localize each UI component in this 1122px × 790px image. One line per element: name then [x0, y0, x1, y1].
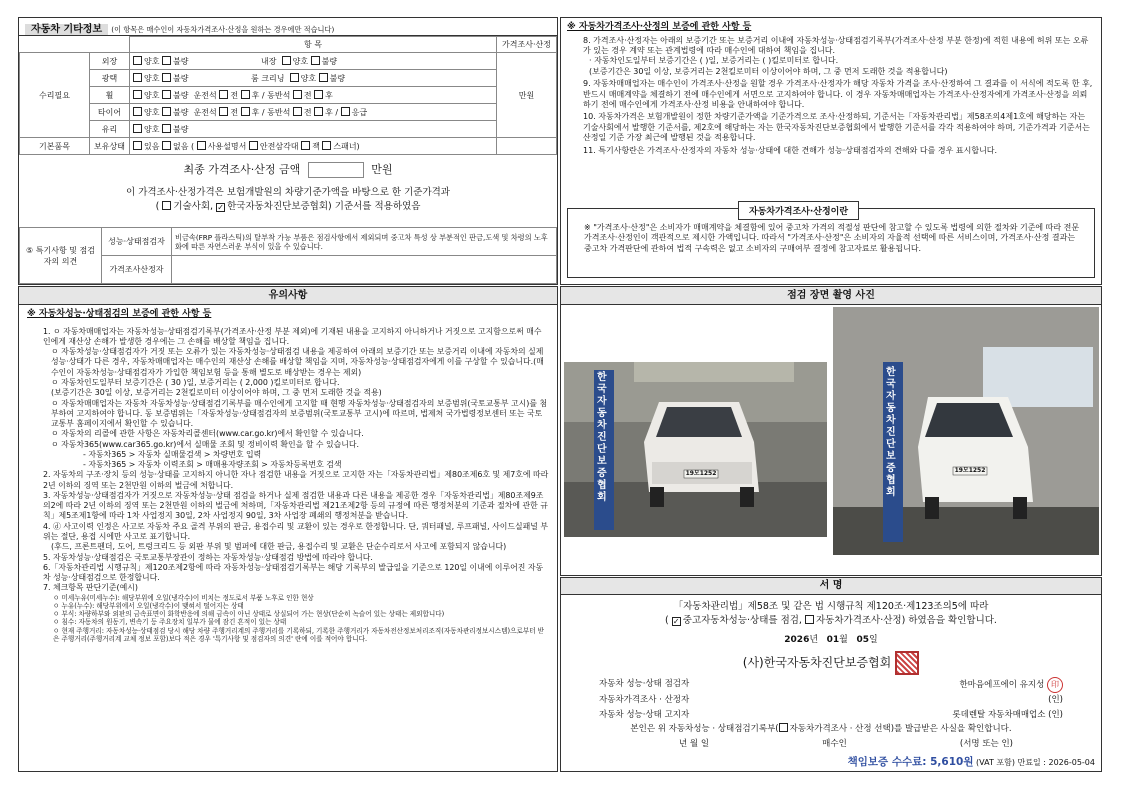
- row-wheel: 휠: [90, 87, 130, 104]
- guarantee-box-title: 자동차가격조사·산정이란: [738, 201, 859, 220]
- row-gloss: 광택: [90, 70, 130, 87]
- photos-section: [560, 286, 1102, 576]
- tire-driver-front-checkbox[interactable]: [219, 107, 228, 116]
- wheel-passenger-rear-checkbox[interactable]: [314, 90, 323, 99]
- special-table: [19, 227, 557, 284]
- glass-good-checkbox[interactable]: [133, 124, 142, 133]
- tire-good-checkbox[interactable]: [133, 107, 142, 116]
- wheel-driver-rear-checkbox[interactable]: [241, 90, 250, 99]
- banner-1: 한국자동차진단보증협회: [597, 372, 607, 503]
- final-price-label: 최종 가격조사·산정 금액: [183, 163, 301, 176]
- spanner-checkbox[interactable]: [322, 141, 331, 150]
- inspector-seal-icon: 印: [1047, 677, 1063, 693]
- row-exterior: 외장: [90, 53, 130, 70]
- jack-checkbox[interactable]: [301, 141, 310, 150]
- inspection-photo-1: [564, 362, 827, 537]
- gloss-bad-checkbox[interactable]: [162, 73, 171, 82]
- etc-header: [19, 18, 557, 36]
- final-price-input[interactable]: [308, 162, 364, 178]
- used-car-check-checkbox[interactable]: ✓: [672, 617, 680, 626]
- guarantee-title: ※ 자동차가격조사·산정의 보증에 관한 사항 등: [567, 22, 752, 32]
- glass-bad-checkbox[interactable]: [162, 124, 171, 133]
- basic-sub: 보유상태: [90, 138, 130, 155]
- exterior-good-checkbox[interactable]: [133, 56, 142, 65]
- sign-law: 「자동차관리법」제58조 및 같은 법 시행규칙 제120조·제123조의5에 따라: [673, 601, 989, 612]
- interior-good-checkbox[interactable]: [282, 56, 291, 65]
- inspection-photo-2: [833, 307, 1099, 555]
- kadga-checkbox[interactable]: ✓: [217, 203, 224, 212]
- tire-spare-checkbox[interactable]: [341, 107, 350, 116]
- tech-society-checkbox[interactable]: [162, 201, 171, 210]
- basic-label: 기본품목: [20, 138, 90, 155]
- wheel-driver-front-checkbox[interactable]: [219, 90, 228, 99]
- interior-bad-checkbox[interactable]: [311, 56, 320, 65]
- caution-body: 1. ㅇ 자동차매매업자는 자동차성능·상태점검기록부(가격조사·산정 부분 제외)에 기재된 내용을 고지하지 아니하거나 거짓으로 고지함으로써 매수인에게 재산상 손해가 발생한 경우에는 그 손해를 배상할 책임을 집니다. ㅇ 자동차성능·상태점검자가 거짓 또는 오류가 있는 자동차성능·상태점검 내용을 제공하여 아래의 보증기간 또는 보증거리 이내에 자동차의 실제 성능·상태가 다른 경우, 자동차매매업자는 매수인의 재산상 손해를 배상할 책임을 지며, 자동차성능·상태점검자에게 이를 구상할 수 있습니다.(매수인이 자동차성능·상태점검자가 가입한 책임보험 등을 통해 별도로 배상받는 경우는 제외) ㅇ 자동차인도일부터 보증기간은 ( 30 )일, 보증거리는 ( 2,000 )킬로미터로 합니다. (보증기간은 30일 이상, 보증거리는 2천킬로미터 이상이어야 하며, 그 중 먼저 도래한 것을 적용) ㅇ 자동차매매업자는 자동차 자동차성능·상태점검기록부를 매수인에게 고지할 때 현행 자동차성능·상태점검자의 보증범위(국토교통부 고시)를 첨부하여 고지하여야 합니다. 동 보증범위는「자동차성능·상태점검자의 보증범위(국토교통부 고시)에 따르며, 법제처 국가법령정보센터 또는 국토교통부 홈페이지에서 확인할 수 있습니다. ㅇ 자동차의 리콜에 관한 사항은 자동차리콜센터(www.car.go.kr)에서 확인할 수 있습니다. ㅇ 자동차365(www.car365.go.kr)에서 실매물 조회 및 정비이력 확인을 할 수 있습니다. - 자동차365 > 자동차 실매물검색 > 차량번호 입력 - 자동차365 > 자동차 이력조회 > 매매용자량조회 > 자동차등록번호 검색 2. 자동차의 구조·장치 등의 성능·상태를 고지하지 아니한 자나 점검한 내용을 거짓으로 고지한 자는「자동차관리법」제80조제6호 및 제7호에 따라 2년 이하의 징역 또는 2천만원 이하의 벌금에 처합니다. 3. 자동차성능·상태점검자가 거짓으로 자동차성능·상태 점검을 하거나 실제 점검한 내용과 다른 내용을 제공한 경우「자동차관리법」제80조제9조의2에 따라 2년 이하의 징역 또는 2천만원 이하의 벌금에 처하며,「자동차관리법 제21조제2항 등의 규정에 따른 행정처분의 기준과 절차에 관한 규칙」제5조제1항에 따라 1차 사업정지 30일, 2차 사업정지 90일, 3차 사업장 폐쇄의 행정처분을 받습니다. 4. ⓓ 사고이력 인정은 사고로 자동차 주요 골격 부위의 판금, 용접수리 및 교환이 있는 경우로 한정합니다. 단, 쿼터패널, 루프패널, 사이드실패널 부위는 절단, 용접 시에만 사고로 표기합니다. (후드, 프론트펜더, 도어, 트렁크리드 등 외판 부위 및 범퍼에 대한 판금, 용접수리 및 교환은 단순수리로서 사고에 포함되지 않습니다) 5. 자동차성능·상태점검은 국토교통부장관이 정하는 자동차성능·상태점검 방법에 따라야 합니다. 6.「자동차관리법 시행규칙」제120조제2항에 따라 자동차성능·상태점검기록부는 해당 기록부의 발급일을 기준으로 120일 이내에 이루어진 자동차 성능·상태점검으로 한정합니다. 7. 체크항목 판단기준(예시) ㅇ 미세누유(미세누수): 해당부위에 오일(냉각수)이 비치는 정도로서 부품 노후로 인한 현상 ㅇ 누유(누수): 해당부위에서 오일(냉각수)이 맺혀서 떨어지는 상태 ㅇ 부식: 차량하부와 외판의 금속표면이 화학반응에 의해 금속이 아닌 상태로 상실되어 가는 현상(단순히 녹슬어 있는 상태는 제외합니다) ㅇ 침수: 자동차의 원동기, 변속기 등 주요장치 일부가 물에 잠긴 흔적이 있는 상태 ㅇ 현재 주행거리: 자동차성능·상태점검 당시 해당 차량 주행거리계의 주행거리를 기록하되, 기록한 주행거리가 자동차전산정보처리조직(자동차관리정보시스템)으로부터 받은 주행거리(주행거리계 교체 정보 포함)보다 적은 경우 '특기사항 및 점검자의 의견' 란에 이를 적어야 합니다.: [43, 326, 549, 643]
- col-item: 항 목: [130, 37, 497, 53]
- special-r1-text: 비금속(FRP 플라스틱)의 탈부착 가능 부품은 점검사항에서 제외되며 중고차 특성 상 부분적인 판금,도색 및 차령의 노후화에 따른 자연스러운 부식이 있을 수 있습니다.: [172, 228, 557, 256]
- special-r1-label: 성능·상태점검자: [102, 228, 172, 256]
- sign-check-line: ( ✓ 중고자동차성능·상태를 점검, 자동차가격조사·산정) 하였음을 확인합니다.: [665, 615, 997, 626]
- special-r2-text[interactable]: [172, 256, 557, 284]
- tire-passenger-rear-checkbox[interactable]: [314, 107, 323, 116]
- col-price: 가격조사·산정: [497, 37, 557, 53]
- wheel-passenger-front-checkbox[interactable]: [293, 90, 302, 99]
- org-stamp: [895, 651, 919, 675]
- row-glass: 유리: [90, 121, 130, 138]
- fee-line: 책임보증 수수료: 5,610원 (VAT 포함) 만료일 : 2026-05-04: [847, 756, 1095, 768]
- manual-checkbox[interactable]: [197, 141, 206, 150]
- guarantee-body: 8. 가격조사·산정자는 아래의 보증기간 또는 보증거리 이내에 자동차성능·상태점검기록부(가격조사·산정 부분 한정)에 적힌 내용에 허위 또는 오류가 있는 경우 계약 또는 관계법령에 따라 매수인에 대하여 책임을 집니다. · 자동차인도일부터 보증기간은 ( )일, 보증거리는 ( )킬로미터로 합니다. (보증기간은 30일 이상, 보증거리는 2천킬로미터 이상이어야 하며, 그 중 먼저 도래한 것을 적용합니다) 9. 자동차매매업자는 매수인이 가격조사·산정을 원할 경우 가격조사·산정자가 해당 자동차 가격을 조사·산정하여 그 결과를 이 서식에 적도록 한 후, 반드시 매매계약을 체결하기 전에 매수인에게 서면으로 고지하여야 합니다. 이 경우 자동차매매업자는 가격조사·산정자에게 가격조사·산정을 의뢰하기 전에 매수인에게 가격조사·산정 비용을 안내하여야 합니다. 10. 자동차가격은 보험개발원이 정한 차량기준가액을 기준가격으로 조사·산정하되, 기준서는「자동차관리법」제58조의4제1호에 해당하는 자는 기술사회에서 발행한 기준서를, 제2호에 해당하는 자는 한국자동차진단보증협회에서 발행한 기준서를 각각 적용하여야 하며, 기준가격과 기준서는 산정일 기준 가장 최근에 발행된 것을 적용합니다. 11. 특기사항란은 가격조사·산정자의 자동차 성능·상태에 대한 견해가 성능·상태점검자의 견해와 다를 경우 표시합니다.: [583, 35, 1093, 155]
- final-price-unit: 만원: [371, 163, 393, 176]
- gloss-good-checkbox[interactable]: [133, 73, 142, 82]
- etc-info-section: [18, 17, 558, 285]
- car-photo-2-svg: [833, 307, 1099, 555]
- basic-no-checkbox[interactable]: [162, 141, 171, 150]
- wheel-bad-checkbox[interactable]: [162, 90, 171, 99]
- room-good-checkbox[interactable]: [290, 73, 299, 82]
- photos-header: 점검 장면 촬영 사진: [561, 287, 1101, 305]
- based-text: 이 가격조사·산정가격은 보험개발원의 차량기준가액을 바탕으로 한 기준가격과 ( 기술사회, ✓ 한국자동차진단보증협회) 기준서를 적용하였음: [126, 187, 450, 212]
- exterior-bad-checkbox[interactable]: [162, 56, 171, 65]
- etc-title: 자동차 기타정보: [25, 24, 108, 35]
- confirm-price-checkbox[interactable]: [779, 723, 788, 732]
- banner-2: 한국자동차진단보증협회: [886, 367, 896, 498]
- caution-title: ※ 자동차성능·상태점검의 보증에 관한 사항 등: [27, 309, 212, 319]
- sign-section: [560, 577, 1102, 772]
- guarantee-section: [560, 17, 1102, 285]
- sign-org: (사)한국자동차진단보증협회: [561, 651, 1101, 675]
- price-unit: 만원: [497, 53, 557, 138]
- caution-header: 유의사항: [19, 287, 557, 305]
- final-price-row: [19, 161, 557, 178]
- guarantee-box: [567, 208, 1095, 278]
- repair-label: 수리필요: [20, 53, 90, 138]
- sign-header: 서 명: [561, 578, 1101, 595]
- special-label: ⑤ 특기사항 및 점검자의 의견: [20, 228, 102, 284]
- plate-2: 19모1252: [954, 467, 986, 474]
- tire-driver-rear-checkbox[interactable]: [241, 107, 250, 116]
- etc-note: (이 항목은 매수인이 자동차가격조사·산정을 원하는 경우에만 적습니다): [111, 25, 335, 34]
- caution-section: [18, 286, 558, 772]
- special-r2-label: 가격조사산정자: [102, 256, 172, 284]
- wheel-good-checkbox[interactable]: [133, 90, 142, 99]
- triangle-checkbox[interactable]: [249, 141, 258, 150]
- sign-date: 2026년 01월 05일: [784, 635, 878, 645]
- tire-passenger-front-checkbox[interactable]: [293, 107, 302, 116]
- price-check-checkbox[interactable]: [805, 615, 814, 624]
- basic-yes-checkbox[interactable]: [133, 141, 142, 150]
- guarantee-box-text: ※ "가격조사·산정"은 소비자가 매매계약을 체결함에 있어 중고차 가격의 적절성 판단에 참고할 수 있도록 법령에 의한 절차와 기준에 따라 전문 가격조사·산정인이 객관적으로 제시한 가액입니다. 따라서 "가격조사·산정"은 소비자의 자율적 선택에 따른 서비스이며, 가격조사·산정 결과는 중고차 가격판단에 관하여 법적 구속력은 없고 소비자의 구매여부 결정에 참고자료로 활용됩니다.: [584, 223, 1080, 253]
- room-bad-checkbox[interactable]: [319, 73, 328, 82]
- plate-1: 19모1252: [685, 470, 717, 477]
- row-tire: 타이어: [90, 104, 130, 121]
- tire-bad-checkbox[interactable]: [162, 107, 171, 116]
- etc-table: 항 목 가격조사·산정 수리필요 외장 양호 불량 내장 양호 불량 만원 광택 양호 불량 룸 크리닝 양호 불량 휠 양호 불량 운전석 전 후 / 동반석 전 후 타이어 양호 불량 운전석 전 후 / 동반석 전 후 / 응급 유리 양호 불량 기본품목 보유상태 있음 없음 ( 사용설명서 안전삼각대 잭 스패너): [19, 36, 557, 155]
- sign-rows: 자동차 성능·상태 점검자 한마음에프에이 유지성 印 자동차가격조사 · 산정자 (인) 자동차 성능·상태 고지자 롯데렌탈 자동차매매업소 (인) 본인은 위 자동차성능 · 상태점검기록부( 자동차가격조사 · 산정 선택)를 발급받은 사실을 확인합니다. 년 월 일 매수인 (서명 또는 인): [599, 679, 1063, 749]
